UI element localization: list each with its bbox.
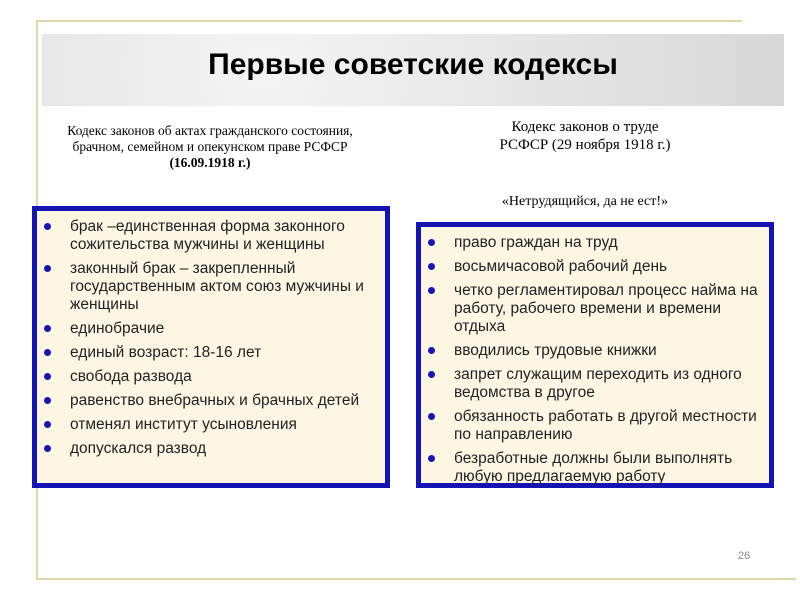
left-heading-date: (16.09.1918 г.) [169, 155, 251, 170]
top-rule [36, 20, 742, 22]
right-code-heading [420, 118, 750, 154]
list-item: четко регламентировал процесс найма на работу, рабочего времени и времени отдыха [424, 282, 769, 336]
bullet-icon [428, 455, 435, 462]
bullet-icon [44, 397, 51, 404]
list-item: обязанность работать в другой местности по направлению [424, 408, 769, 444]
bullet-icon [428, 371, 435, 378]
bullet-icon [428, 347, 435, 354]
bullet-icon [44, 265, 51, 272]
bullet-icon [44, 373, 51, 380]
bullet-icon [428, 413, 435, 420]
bullet-icon [428, 239, 435, 246]
list-item: единобрачие [40, 320, 385, 338]
family-code-list [40, 218, 385, 464]
list-item: вводились трудовые книжки [424, 342, 769, 360]
list-item: запрет служащим переходить из одного ведомства в другое [424, 366, 769, 402]
labor-code-list [424, 234, 769, 492]
bullet-icon [428, 263, 435, 270]
list-item: законный брак – закрепленный государственным актом союз мужчины и женщины [40, 260, 385, 314]
motto: «Нетрудящийся, да не ест!» [501, 194, 669, 209]
list-item: допускался развод [40, 440, 385, 458]
list-item: восьмичасовой рабочий день [424, 258, 769, 276]
left-heading-line1: Кодекс законов об актах гражданского состояния, [67, 123, 353, 138]
list-item: единый возраст: 18-16 лет [40, 344, 385, 362]
list-item: право граждан на труд [424, 234, 769, 252]
bullet-icon [44, 325, 51, 332]
bullet-icon [44, 223, 51, 230]
bullet-icon [44, 349, 51, 356]
left-heading-line2: брачном, семейном и опекунском праве РСФСР [72, 139, 348, 154]
bullet-icon [44, 445, 51, 452]
left-code-heading [30, 123, 390, 171]
bottom-rule [36, 578, 796, 580]
list-item: свобода развода [40, 368, 385, 386]
bullet-icon [44, 421, 51, 428]
right-heading-line1: Кодекс законов о труде [511, 119, 659, 135]
bullet-icon [428, 287, 435, 294]
right-heading-line2: РСФСР (29 ноября 1918 г.) [499, 137, 671, 153]
list-item: брак –единственная форма законного сожительства мужчины и женщины [40, 218, 385, 254]
list-item: безработные должны были выполнять любую предлагаемую работу [424, 450, 769, 486]
list-item: равенство внебрачных и брачных детей [40, 392, 385, 410]
list-item: отменял институт усыновления [40, 416, 385, 434]
page-title: Первые советские кодексы [208, 48, 618, 81]
page-number: 26 [738, 550, 751, 562]
